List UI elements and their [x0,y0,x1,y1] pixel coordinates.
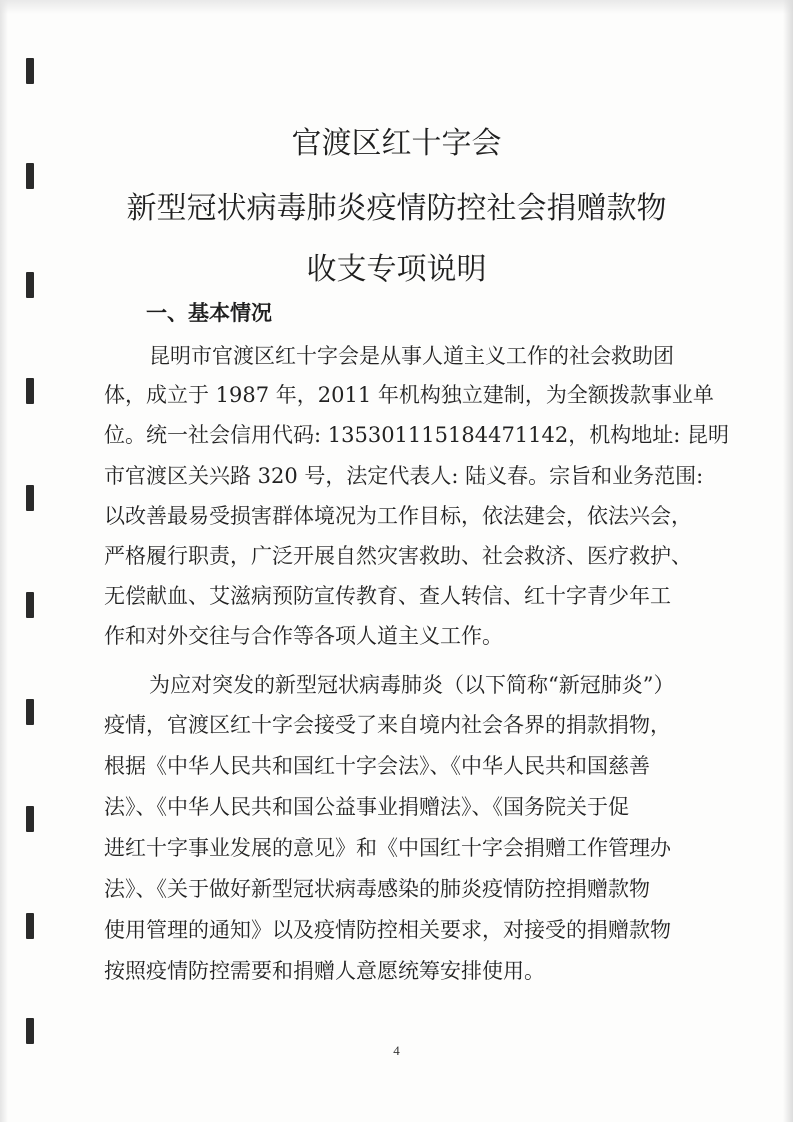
scan-edge-right [783,0,793,1122]
binding-mark [26,806,34,832]
paragraph-line: 无偿献血、艾滋病预防宣传教育、查人转信、红十字青少年工 [104,584,671,608]
paragraph-line: 以改善最易受损害群体境况为工作目标，依法建会，依法兴会， [104,504,692,528]
binding-mark [26,485,34,511]
paragraph-line: 市官渡区关兴路 320 号，法定代表人: 陆义春。宗旨和业务范围: [104,464,704,488]
binding-mark [26,378,34,404]
scan-edge-top [0,0,793,14]
paragraph-line: 使用管理的通知》以及疫情防控相关要求，对接受的捐赠款物 [104,918,671,942]
paragraph-line: 作和对外交往与合作等各项人道主义工作。 [104,624,503,648]
binding-mark [26,58,34,84]
binding-mark [26,913,34,939]
title-line-1: 官渡区红十字会 [291,126,502,161]
paragraph-line: 进红十字事业发展的意见》和《中国红十字会捐赠工作管理办 [104,836,671,860]
section-heading: 一、基本情况 [146,301,272,325]
paragraph-line: 法》、《中华人民共和国公益事业捐赠法》、《国务院关于促 [104,795,629,819]
scan-edge-left [0,0,8,1122]
paragraph-line: 疫情，官渡区红十字会接受了来自境内社会各界的捐款捐物， [104,713,671,737]
paragraph-line: 严格履行职责，广泛开展自然灾害救助、社会救济、医疗救护、 [104,544,692,568]
paragraph-line: 为应对突发的新型冠状病毒肺炎（以下简称“新冠肺炎”） [149,673,675,697]
title-line-2: 新型冠状病毒肺炎疫情防控社会捐赠款物 [126,191,667,226]
paragraph-line: 按照疫情防控需要和捐赠人意愿统筹安排使用。 [104,959,545,983]
paragraph-line: 体，成立于 1987 年，2011 年机构独立建制，为全额拨款事业单 [104,383,714,407]
binding-mark [26,592,34,618]
title-line-3: 收支专项说明 [306,252,487,287]
binding-mark [26,1018,34,1044]
binding-mark [26,699,34,725]
paragraph-line: 法》、《关于做好新型冠状病毒感染的肺炎疫情防控捐赠款物 [104,877,650,901]
paragraph-line: 昆明市官渡区红十字会是从事人道主义工作的社会救助团 [149,344,674,368]
paragraph-line: 根据《中华人民共和国红十字会法》、《中华人民共和国慈善 [104,754,650,778]
paragraph-line: 位。统一社会信用代码: 135301115184471142，机构地址: 昆明 [104,423,729,447]
page-number: 4 [393,1043,400,1058]
